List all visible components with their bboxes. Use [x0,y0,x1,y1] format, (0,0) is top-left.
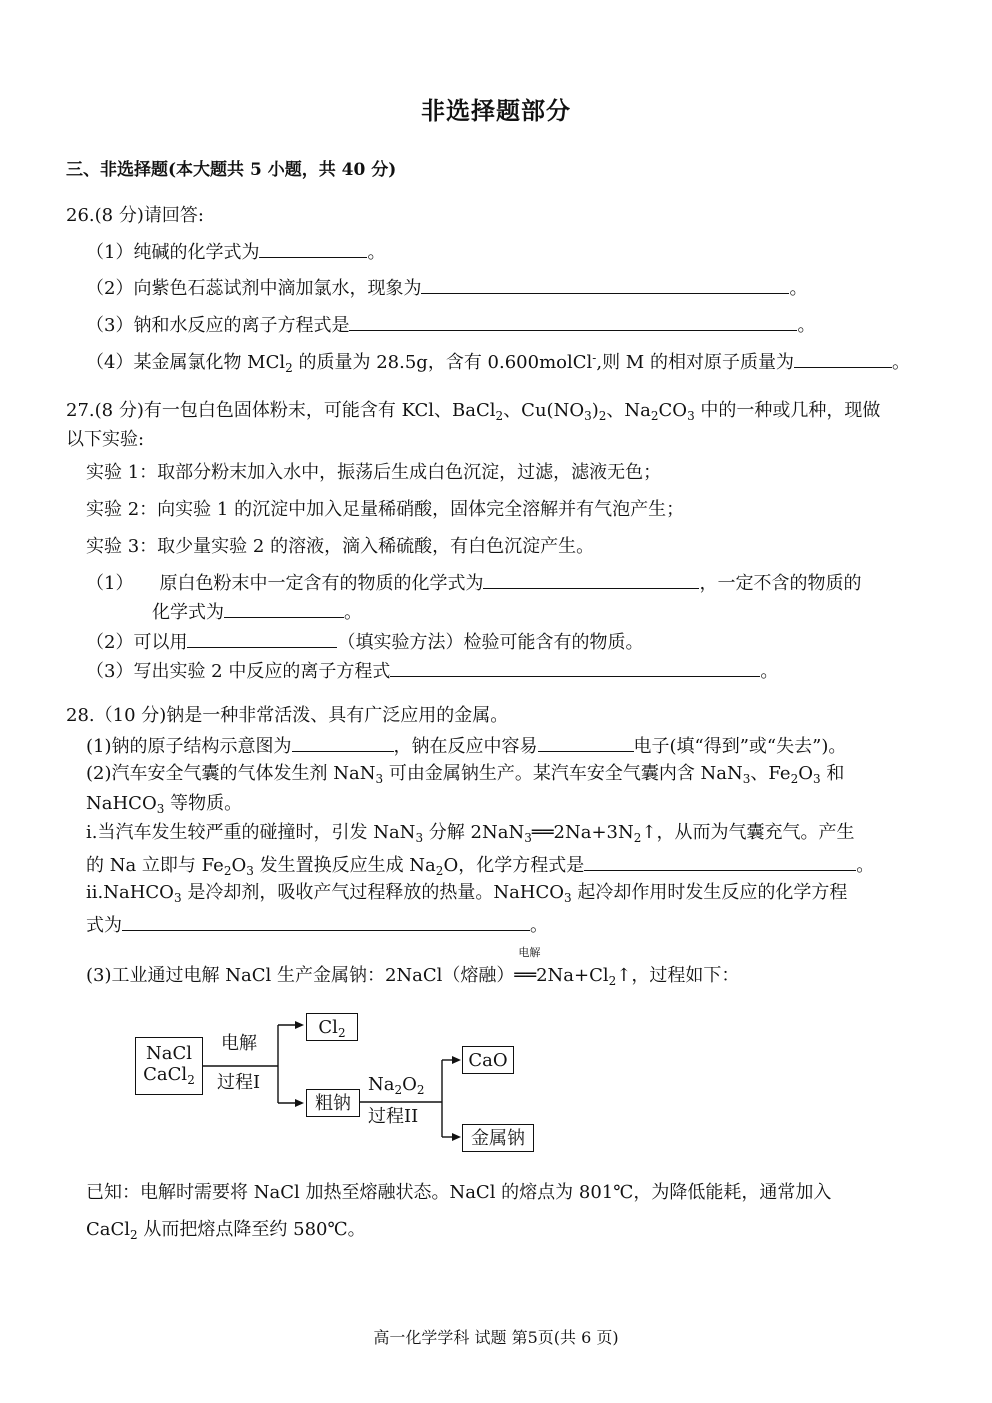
q27-part3: （3）写出实验 2 中反应的离子方程式 。 [86,661,779,682]
flow-box-crude-sodium: 粗钠 [306,1089,360,1117]
answer-blank[interactable] [349,314,797,331]
section-heading: 三、非选择题(本大题共 5 小题，共 40 分) [66,160,397,180]
answer-blank[interactable] [538,735,634,752]
flow-label-na2o2: $Na_2O_2$ [368,1074,425,1097]
q28-part2-i: i.当汽车发生较严重的碰撞时，引发 NaN$_3$ 分解 $2NaN_3══2Na+3N_2↑$，从而为气囊充气。产生 [86,822,855,845]
flow-box-metallic-sodium: 金属钠 [462,1124,534,1152]
q28-known-line1: 已知：电解时需要将 NaCl 加热至熔融状态。NaCl 的熔点为 801℃，为降低能耗，通常加入 [86,1182,832,1203]
q28-part1: (1)钠的原子结构示意图为 ，钠在反应中容易 电子(填“得到”或“失去”)。 [86,736,847,757]
q27-heading: 27.(8 分)有一包白色固体粉末，可能含有 KCl、BaCl$_2$、$Cu(NO_3)_2$、$Na_2CO_3$ 中的一种或几种，现做 [66,400,881,423]
q26-part1: （1）纯碱的化学式为 。 [86,242,386,263]
q26-part2: （2）向紫色石蕊试剂中滴加氯水，现象为 。 [86,278,808,299]
flow-label-electrolysis: 电解 [221,1033,257,1054]
page-title: 非选择题部分 [421,96,571,125]
q28-part2-ii-line2: 式为 。 [86,915,548,936]
flow-box-nacl-cacl2: NaCl CaCl$_2$ [135,1037,203,1095]
flow-label-process-1: 过程I [217,1072,261,1093]
q27-experiment-1: 实验 1：取部分粉末加入水中，振荡后生成白色沉淀，过滤，滤液无色； [86,462,662,483]
page-footer: 高一化学学科 试题 第5页(共 6 页) [373,1328,619,1347]
answer-blank[interactable] [292,735,394,752]
q28-part3: (3)工业通过电解 NaCl 生产金属钠：2NaCl（熔融） 电解 $══2Na+Cl_2↑$，过程如下： [86,946,740,988]
answer-blank[interactable] [187,631,337,648]
answer-blank[interactable] [421,277,789,294]
q27-experiment-3: 实验 3：取少量实验 2 的溶液，滴入稀硫酸，有白色沉淀产生。 [86,536,595,557]
q27-part1: （1） 原白色粉末中一定含有的物质的化学式为 ，一定不含的物质的 [86,573,862,594]
q28-part2-ii: ii.NaHCO$_3$ 是冷却剂，吸收产气过程释放的热量。NaHCO$_3$ 起冷却作用时发生反应的化学方程 [86,882,848,905]
q27-heading-line2: 以下实验: [66,429,145,450]
q27-experiment-2: 实验 2：向实验 1 的沉淀中加入足量稀硝酸，固体完全溶解并有气泡产生； [86,499,685,520]
answer-blank[interactable] [483,572,699,589]
answer-blank[interactable] [390,660,760,677]
flow-box-cao: CaO [462,1046,514,1074]
flow-box-cl2: $Cl_2$ [306,1013,358,1041]
q27-part2: （2）可以用 （填实验方法）检验可能含有的物质。 [86,632,644,653]
q28-known-line2: CaCl$_2$ 从而把熔点降至约 580℃。 [86,1219,366,1242]
q26-heading: 26.(8 分)请回答: [66,205,204,226]
answer-blank[interactable] [224,601,344,618]
answer-blank[interactable] [794,351,892,368]
answer-blank[interactable] [122,914,530,931]
answer-blank[interactable] [259,241,367,258]
answer-blank[interactable] [584,854,856,871]
flow-label-process-2: 过程II [368,1106,419,1127]
q27-part1-line2: 化学式为 。 [152,602,362,623]
electrolysis-condition: 电解 [518,946,541,959]
q26-part3: （3）钠和水反应的离子方程式是 。 [86,315,816,336]
q28-part2-i-line2: 的 Na 立即与 $Fe_2O_3$ 发生置换反应生成 $Na_2O$，化学方程式是 。 [86,855,875,878]
q28-part2: (2)汽车安全气囊的气体发生剂 NaN$_3$ 可由金属钠生产。某汽车安全气囊内含 NaN$_3$、$Fe_2O_3$ 和 [86,763,845,786]
q28-part2-line2: NaHCO$_3$ 等物质。 [86,793,243,816]
q26-part4: （4）某金属氯化物 MCl$_2$ 的质量为 28.5g，含有 0.600molCl-,则 M 的相对原子质量为 。 [86,351,910,375]
q28-heading: 28.（10 分)钠是一种非常活泼、具有广泛应用的金属。 [66,705,509,726]
